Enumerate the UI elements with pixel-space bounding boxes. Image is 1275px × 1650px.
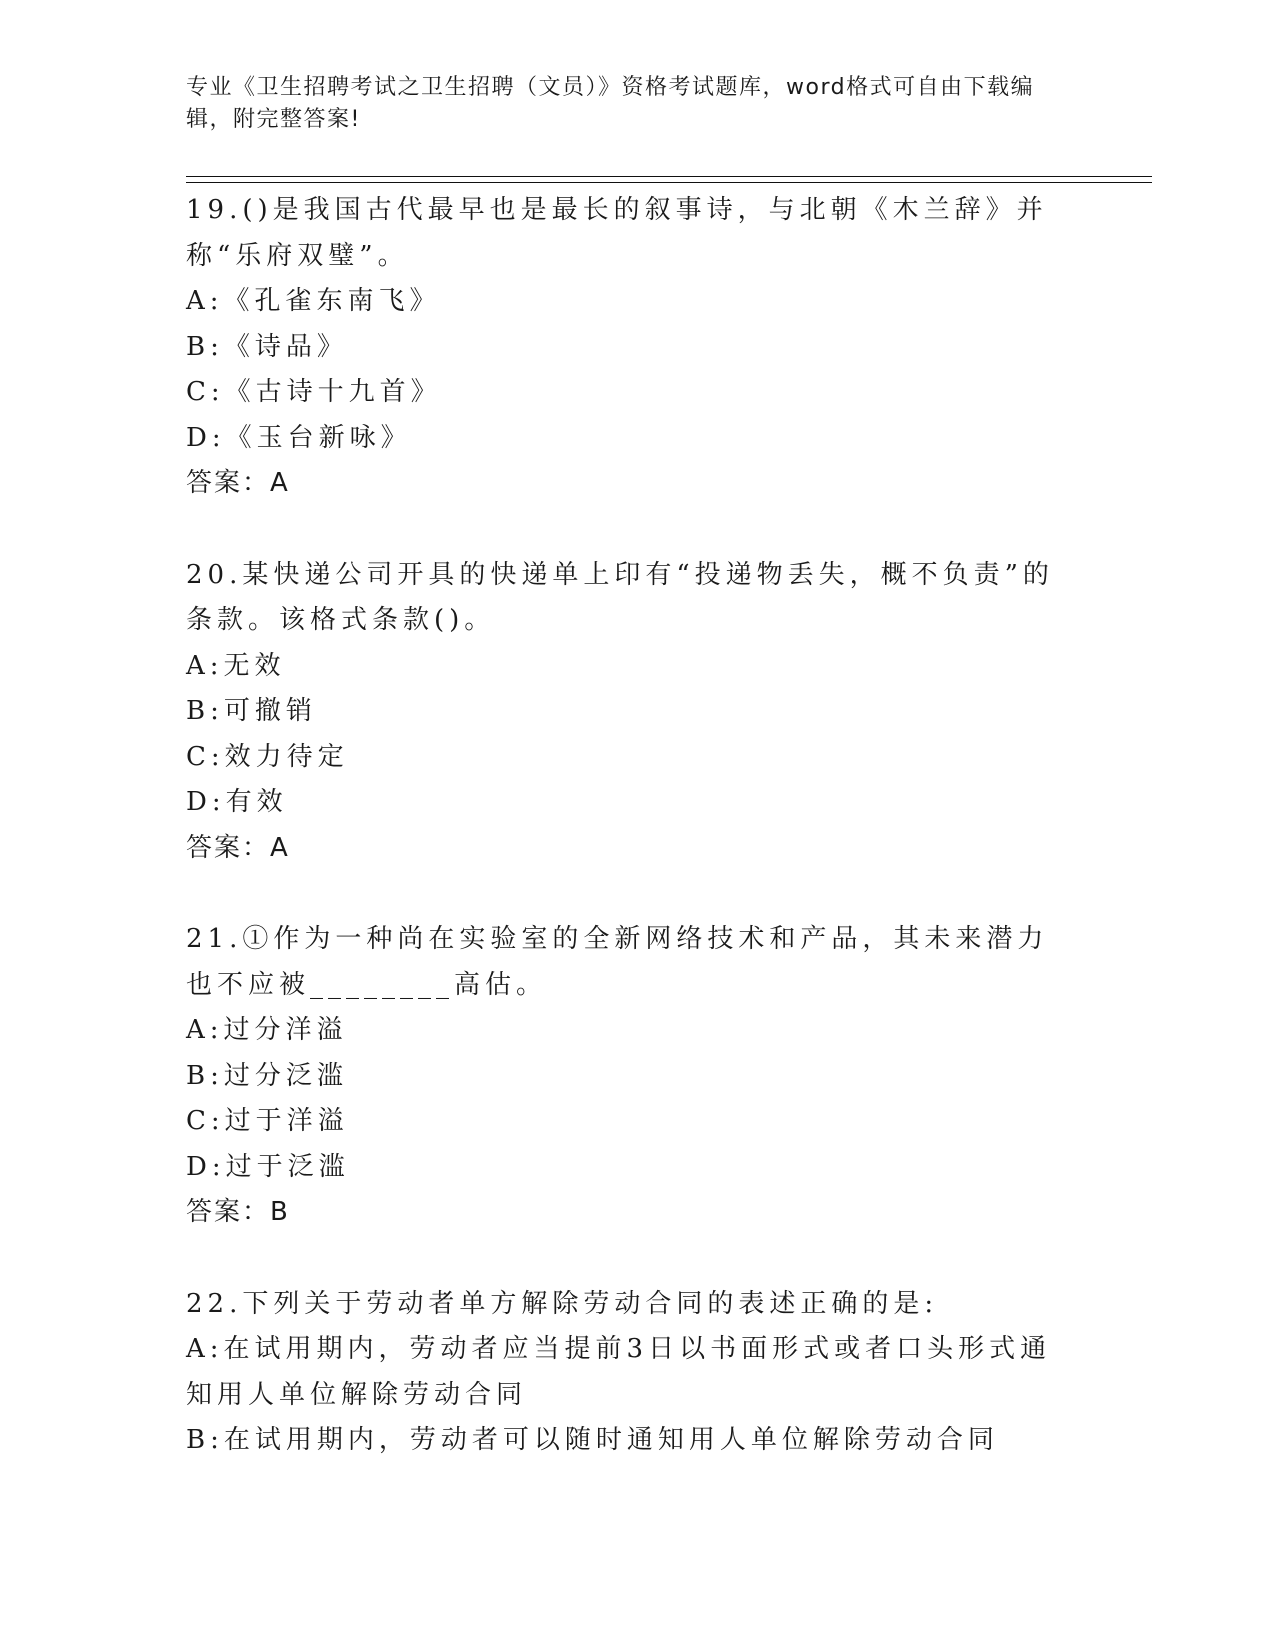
option-c: C:《古诗十九首》 <box>186 377 442 407</box>
header-divider-top <box>186 176 1152 177</box>
option-a: A:过分洋溢 <box>186 1015 348 1045</box>
option-d: D:有效 <box>186 787 288 817</box>
question-stem: 22.下列关于劳动者单方解除劳动合同的表述正确的是: <box>186 1288 939 1319</box>
answer-label: 答案：A <box>186 468 290 498</box>
option-d: D:《玉台新咏》 <box>186 422 412 453</box>
option-d: D:过于泛滥 <box>186 1151 350 1182</box>
answer-label: 答案：A <box>186 832 290 863</box>
question-19 <box>186 188 1086 507</box>
answer-label: 答案：B <box>186 1197 290 1227</box>
header-divider-bottom <box>186 182 1152 183</box>
option-a: A:《孔雀东南飞》 <box>186 286 441 316</box>
question-20 <box>186 553 1086 872</box>
option-c: C:过于洋溢 <box>186 1106 349 1136</box>
question-21 <box>186 917 1086 1236</box>
option-b: B:《诗品》 <box>186 331 348 362</box>
option-b: B:在试用期内，劳动者可以随时通知用人单位解除劳动合同 <box>186 1425 999 1455</box>
question-stem: 20.某快递公司开具的快递单上印有“投递物丢失，概不负责”的条款。该格式条款()。 <box>186 559 1054 635</box>
question-stem: 21.①作为一种尚在实验室的全新网络技术和产品，其未来潜力也不应被________高估。 <box>186 924 1049 1000</box>
option-a: A:在试用期内，劳动者应当提前3日以书面形式或者口头形式通知用人单位解除劳动合同 <box>186 1334 1052 1410</box>
document-header: 专业《卫生招聘考试之卫生招聘（文员）》资格考试题库，word格式可自由下载编辑，附完整答案! <box>186 75 1035 132</box>
option-a: A:无效 <box>186 650 286 681</box>
option-c: C:效力待定 <box>186 741 349 772</box>
question-stem: 19.()是我国古代最早也是最长的叙事诗，与北朝《木兰辞》并称“乐府双璧”。 <box>186 195 1048 271</box>
option-b: B:可撤销 <box>186 696 317 726</box>
question-22 <box>186 1282 1086 1464</box>
option-b: B:过分泛滥 <box>186 1060 348 1091</box>
question-list <box>186 188 1086 1510</box>
